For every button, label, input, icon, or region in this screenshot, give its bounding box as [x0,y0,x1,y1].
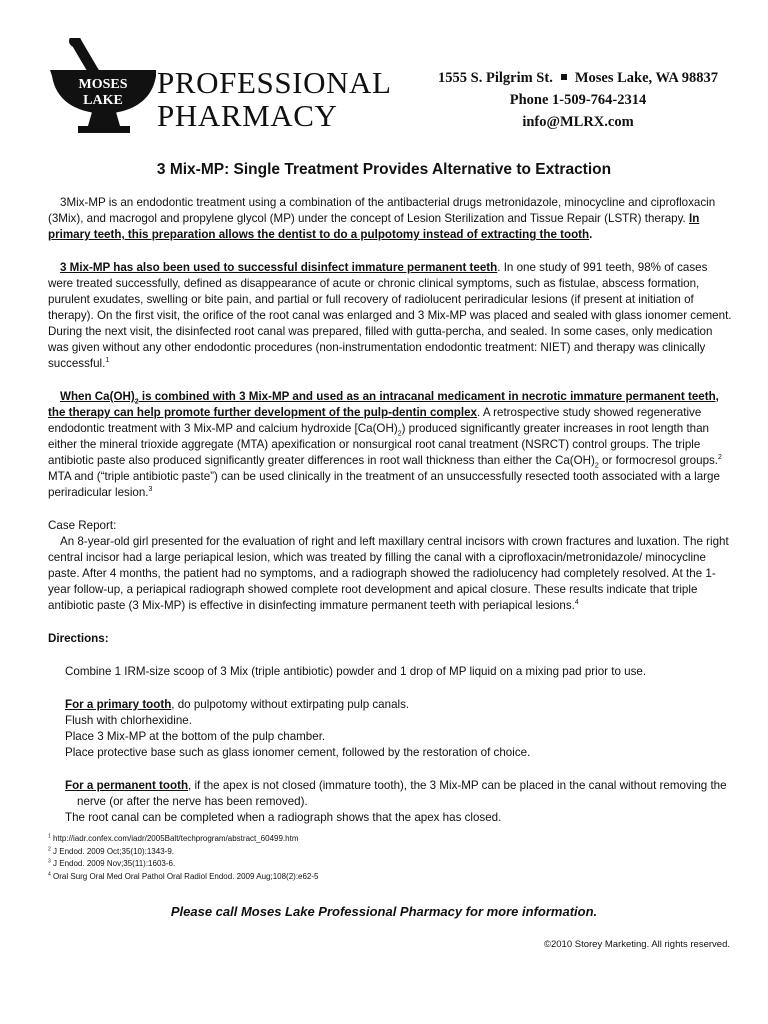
brand-line-2: PHARMACY [157,98,338,133]
footnote [48,833,732,846]
intro-end: . [589,228,593,241]
footnote-text: J Endod. 2009 Nov;35(11):1603-6. [53,859,176,868]
subscript: 2 [594,462,599,470]
bullet-separator [561,74,567,80]
footnote-text: http://iadr.confex.com/iadr/2005Balt/techprogram/abstract_60499.htm [53,834,299,843]
mortar-pestle-logo [48,38,158,138]
directions-combine: Combine 1 IRM-size scoop of 3 Mix (triple antibiotic) powder and 1 drop of MP liquid on a mixing pad prior to use. [65,665,647,678]
page-title: 3 Mix-MP: Single Treatment Provides Alternative to Extraction [156,161,612,178]
contact-block [428,67,728,133]
footnote-number: 3 [48,858,51,865]
footnote-text: Oral Surg Oral Med Oral Pathol Oral Radiol Endod. 2009 Aug;108(2):e62-5 [53,871,319,881]
permanent-emphasis: 3 Mix-MP has also been used to successful disinfect immature permanent teeth [60,261,498,274]
paragraph-permanent-teeth [48,260,732,372]
address-street: 1555 S. Pilgrim St. [438,70,553,86]
footnote-text: J Endod. 2009 Oct;35(10):1343-9. [53,846,174,856]
intro-text: 3Mix-MP is an endodontic treatment using a combination of the antibacterial drugs metronidazole, minocycline and ciprofloxacin (3Mix), and macrogol and propylene glycol (MP) under the concept of Lesion Sterilization and Tissue Repair (LSTR) therapy. [48,196,716,225]
case-text: An 8-year-old girl presented for the evaluation of right and left maxillary central incisors with crown fractures and luxation. The right central incisor had a large periapical lesion, which was treated by filling the canal with a ciprofloxacin/metronidazole/ minocycline paste. After 4 months, the patient had no symptoms, and a radiograph showed the radiolucency had completely resolved. At the 1-year follow-up, a periapical radiograph showed complete root development and apical closure. These results indicate that triple antibiotic paste (3 Mix-MP) is effective in disinfecting immature permanent teeth with periapical lesions. [48,535,729,612]
footnote-number: 4 [48,870,51,877]
primary-tooth-line [65,697,732,713]
permanent-tooth-label: For a permanent tooth [65,779,189,792]
footnote [48,858,732,871]
subscript: 2 [134,398,139,406]
permanent-tooth-text: , if the apex is not closed (immature tooth), the 3 Mix-MP can be placed in the canal without removing the nerve (or after the nerve has been removed). [77,779,727,808]
permanent-text: . In one study of 991 teeth, 98% of cases were treated successfully, defined as disappearance of acute or chronic clinical symptoms, such as fistulae, abscess formation, purulent exudates, swelling or bite pain, and partial or full recovery of radiolucent periradicular lesions (if present at initiation of therapy). On the first visit, the orifice of the root canal was enlarged and 3 Mix-MP was placed and sealed with glass ionomer cement. During the next visit, the disinfected root canal was prepared, filled with gutta-percha, and sealed. In some cases, only medication was given without any other endodontic procedures (non-instrumentation endodontic treatment: NIET) and therapy was clinically successful. [48,261,732,370]
paragraph-intro [48,195,732,243]
paragraph-calcium-hydroxide [48,389,732,501]
permanent-final: The root canal can be completed when a radiograph shows that the apex has closed. [65,811,502,824]
directions-heading: Directions: [48,632,109,645]
primary-step: Place 3 Mix-MP at the bottom of the pulp chamber. [65,730,326,743]
address-line [428,67,728,89]
caoh-emphasis-b: is combined with 3 Mix-MP and used as an intracanal medicament in necrotic immature permanent teeth, the therapy can help promote further development of the pulp-dentin complex [48,390,719,419]
footnote [48,871,732,884]
primary-step: Place protective base such as glass ionomer cement, followed by the restoration of choice. [65,746,531,759]
primary-tooth-text: , do pulpotomy without extirpating pulp canals. [171,698,410,711]
email: info@MLRX.com [522,114,634,130]
main-content [48,195,732,826]
caoh-text-d: MTA and (“triple antibiotic paste”) can be used clinically in the treatment of an unsuccessfully resected tooth associated with a large periradicular lesion. [48,470,720,499]
footnote-ref: 1 [105,357,110,365]
logo-text-moses: MOSES [78,77,128,92]
intro-emphasis: In primary teeth, this preparation allows the dentist to do a pulpotomy instead of extracting the tooth [48,212,700,241]
footnote-number: 2 [48,845,51,852]
footnote [48,846,732,859]
footnote-number: 1 [48,833,51,840]
subscript: 2 [397,430,402,438]
caoh-text-a: . A retrospective study showed regenerative endodontic treatment with 3 Mix-MP and calcium hydroxide [Ca(OH) [48,406,702,435]
caoh-text-b: ) produced significantly greater increases in root length than either the mineral trioxide aggregate (MTA) apexification or nonsurgical root canal treatment (NSRCT) control groups. The triple antibiotic paste also produced significantly greater differences in root wall thickness than either the Ca(OH) [48,422,710,467]
footnotes [48,833,732,883]
caoh-text-c: or formocresol groups. [598,454,719,467]
case-report-label: Case Report: [48,519,117,532]
brand-line-1: PROFESSIONAL [157,65,392,100]
directions-list [65,664,732,826]
brand-name [157,66,392,132]
logo-text-lake: LAKE [83,93,123,108]
primary-tooth-label: For a primary tooth [65,698,172,711]
phone: Phone 1-509-764-2314 [509,92,647,108]
address-city: Moses Lake, WA 98837 [574,70,718,86]
case-report-text [48,534,732,614]
permanent-tooth-line [65,778,732,810]
call-to-action: Please call Moses Lake Professional Pharmacy for more information. [170,904,598,919]
footnote-ref: 3 [148,486,153,494]
caoh-emphasis-a: When Ca(OH) [60,390,135,403]
copyright: ©2010 Storey Marketing. All rights reserved. [543,939,730,950]
footnote-ref: 4 [574,599,579,607]
footnote-ref: 2 [718,454,722,462]
primary-step: Flush with chlorhexidine. [65,714,192,727]
